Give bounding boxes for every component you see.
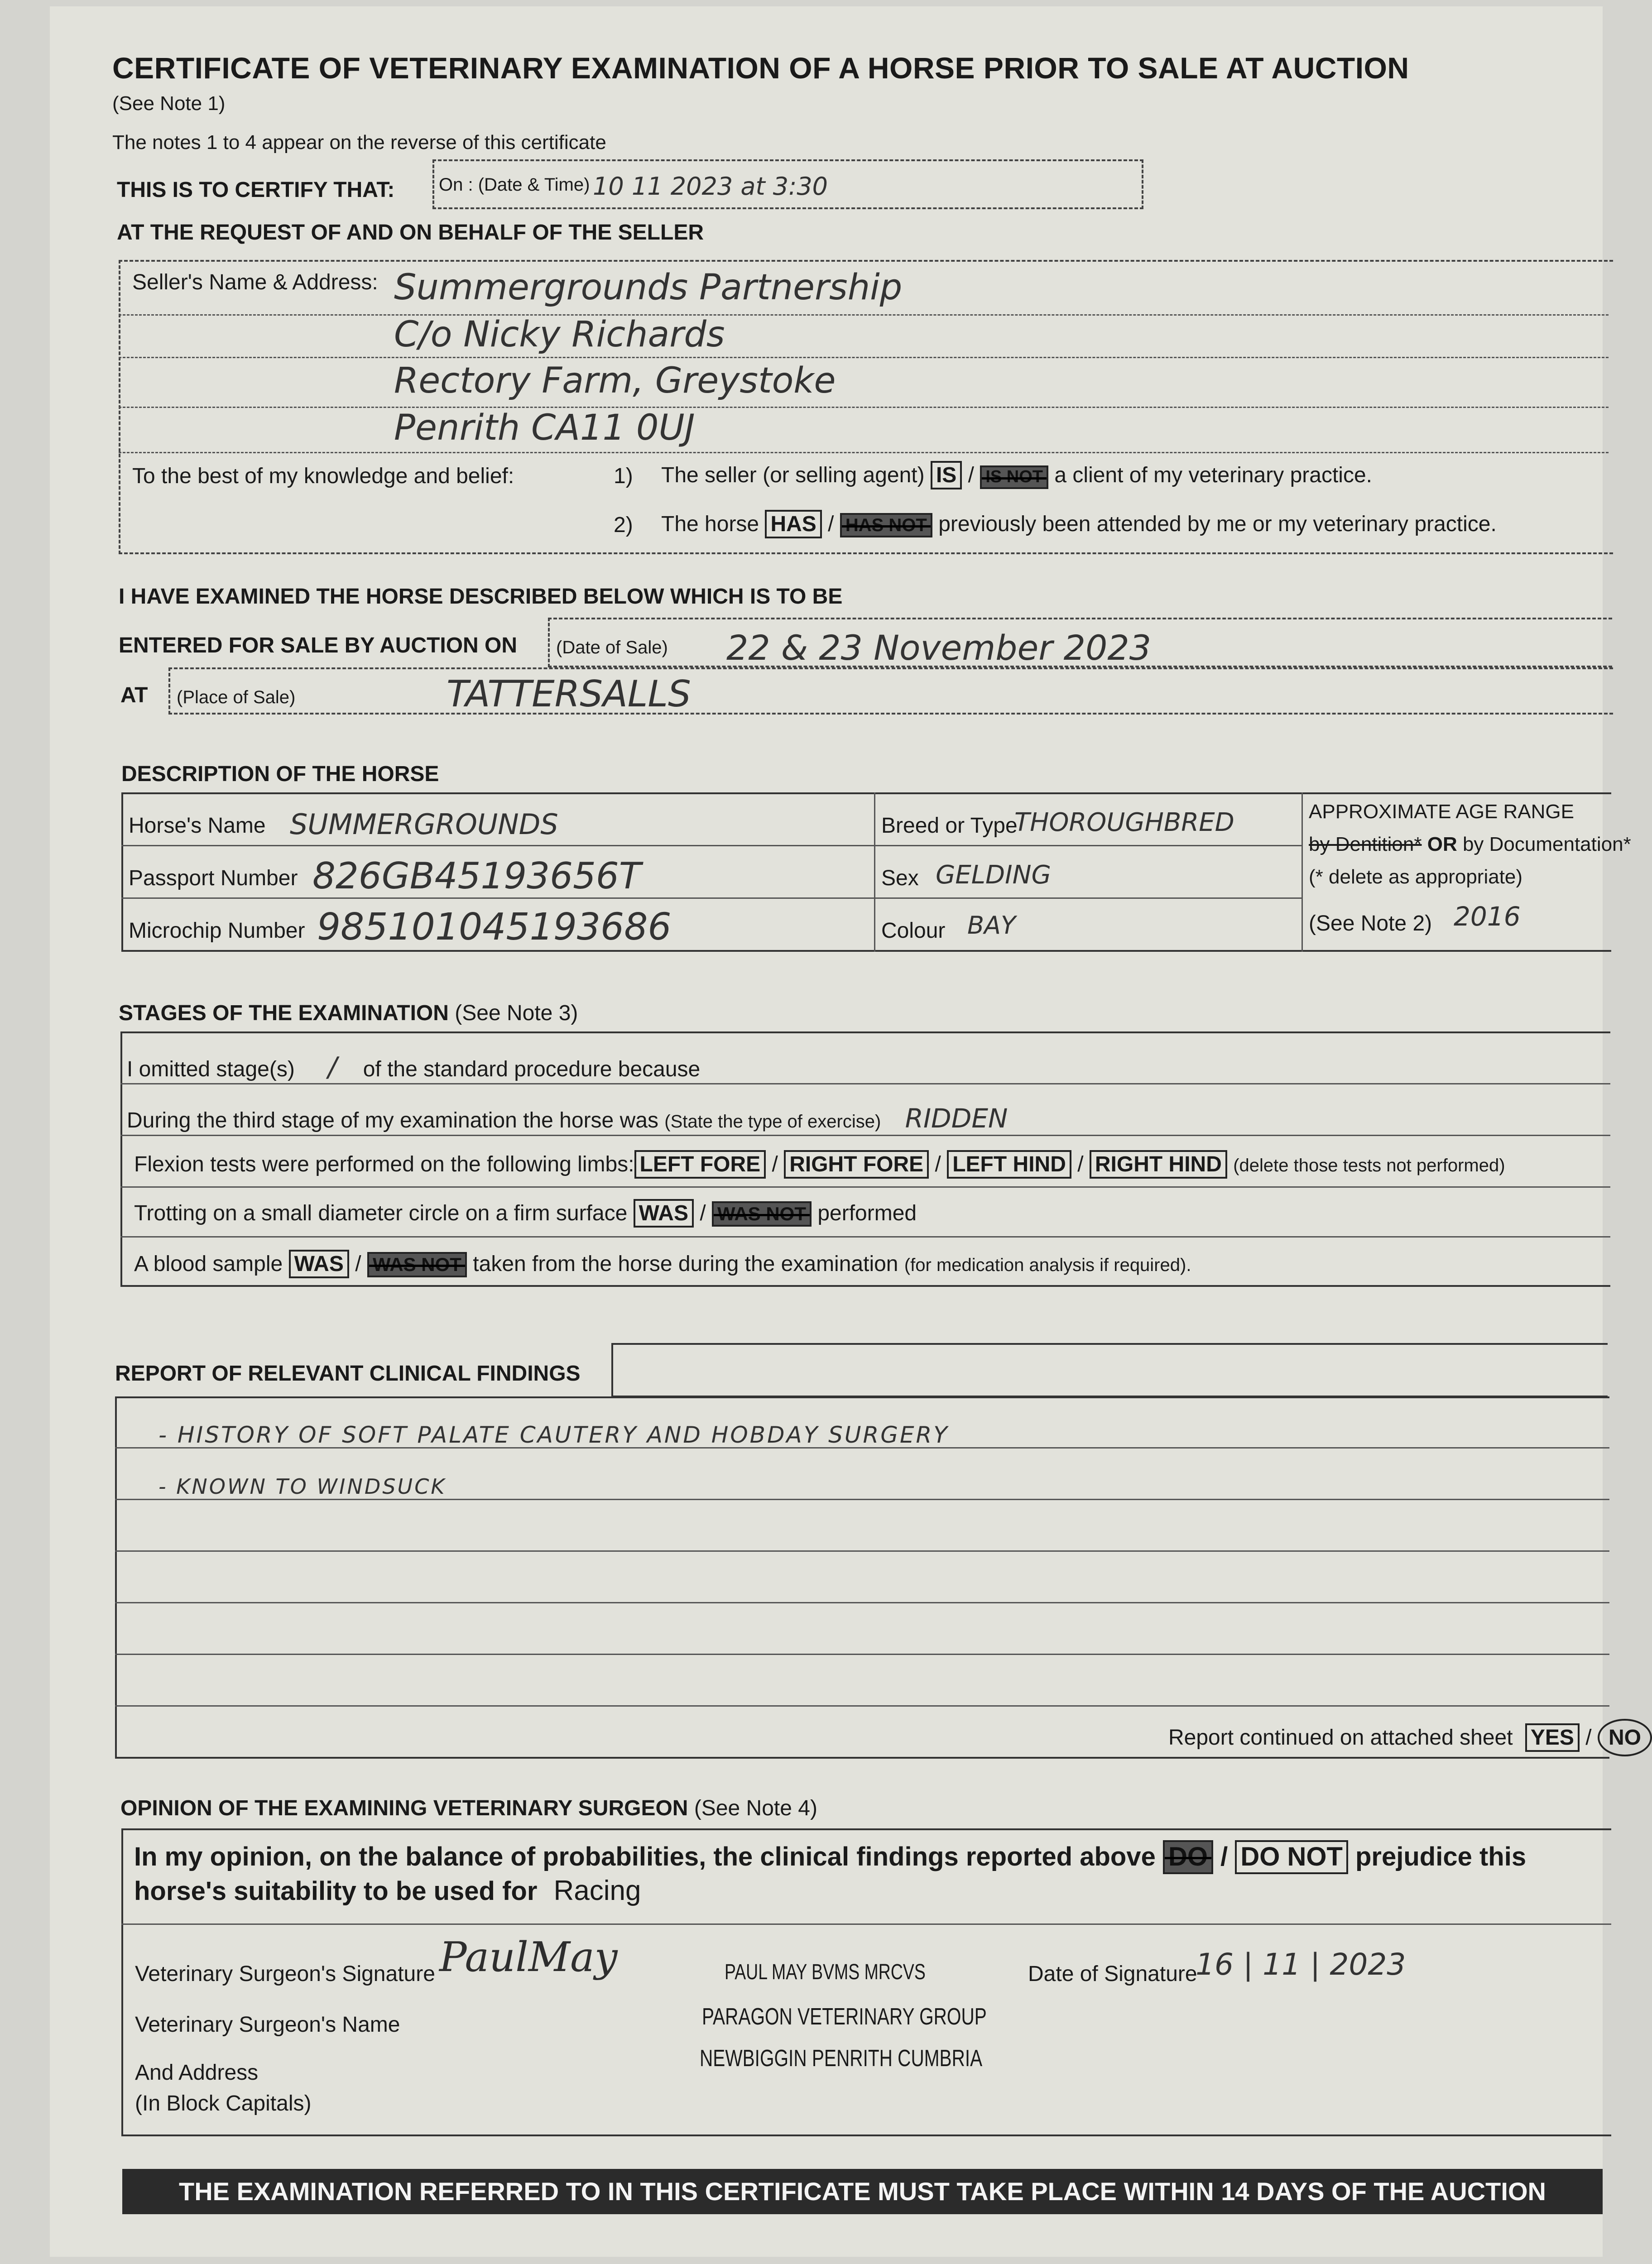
third-stage-row: [127, 1103, 1008, 1134]
opinion-use-label: horse's suitability to be used for: [134, 1876, 538, 1906]
stages-heading: [119, 1001, 578, 1026]
slash: /: [828, 512, 834, 536]
do-option-struck[interactable]: DO: [1163, 1840, 1213, 1874]
stages-title: STAGES OF THE EXAMINATION: [119, 1001, 449, 1025]
slash: /: [968, 463, 974, 487]
slash: /: [935, 1152, 941, 1176]
report-continued-no-circled[interactable]: NO: [1598, 1719, 1652, 1756]
third-value: RIDDEN: [905, 1103, 1008, 1134]
is-option[interactable]: IS: [931, 461, 962, 489]
footer-banner: THE EXAMINATION REFERRED TO IN THIS CERTIFICATE MUST TAKE PLACE WITHIN 14 DAYS OF THE AUCTION: [122, 2169, 1603, 2214]
horse-name-value: SUMMERGROUNDS: [290, 808, 558, 841]
date-of-signature-value: 16 | 11 | 2023: [1196, 1947, 1406, 1982]
item2-number: 2): [614, 513, 633, 537]
opinion-title: OPINION OF THE EXAMINING VETERINARY SURGEON: [120, 1796, 688, 1820]
entered-heading: ENTERED FOR SALE BY AUCTION ON: [119, 633, 518, 657]
opinion-use-row: [134, 1875, 641, 1907]
age-dentition-struck: by Dentition*: [1309, 833, 1422, 855]
trot-was-option[interactable]: WAS: [634, 1199, 694, 1228]
see-note-1: (See Note 1): [112, 92, 226, 115]
blood-was-option[interactable]: WAS: [289, 1250, 349, 1278]
report-continued-row: [1168, 1719, 1652, 1756]
age-documentation: by Documentation*: [1462, 833, 1631, 855]
age-delete-note: (* delete as appropriate): [1309, 866, 1523, 888]
microchip-label: Microchip Number: [129, 919, 305, 943]
date-of-sale-value: 22 & 23 November 2023: [726, 628, 1152, 668]
age-see-note: (See Note 2): [1309, 911, 1432, 935]
opinion-text-pre: In my opinion, on the balance of probabilities, the clinical findings reported above: [134, 1842, 1156, 1871]
stages-note: (See Note 3): [455, 1001, 578, 1025]
on-label: On : (Date & Time): [439, 175, 590, 195]
certify-heading: THIS IS TO CERTIFY THAT:: [117, 178, 395, 202]
date-of-sale-label: (Date of Sale): [556, 638, 668, 657]
omitted-post: of the standard procedure because: [363, 1057, 701, 1081]
report-continued-yes[interactable]: YES: [1525, 1723, 1580, 1752]
passport-value: 826GB45193656T: [312, 855, 641, 897]
passport-label: Passport Number: [129, 866, 298, 890]
place-of-sale-field[interactable]: [168, 667, 1613, 715]
certificate-title: CERTIFICATE OF VETERINARY EXAMINATION OF A HORSE PRIOR TO SALE AT AUCTION: [112, 51, 1409, 85]
has-option[interactable]: HAS: [765, 510, 821, 538]
blood-pre: A blood sample: [134, 1252, 283, 1276]
opinion-heading: [120, 1796, 817, 1821]
on-value: 10 11 2023 at 3:30: [593, 172, 828, 201]
place-of-sale-label: (Place of Sale): [177, 687, 296, 707]
notes-line: The notes 1 to 4 appear on the reverse of this certificate: [112, 131, 606, 153]
colour-value: BAY: [967, 911, 1016, 940]
horse-name-label: Horse's Name: [129, 814, 266, 838]
item1-number: 1): [614, 464, 633, 488]
sex-value: GELDING: [936, 860, 1051, 890]
report-continued-label: Report continued on attached sheet: [1168, 1726, 1513, 1750]
flexion-post: (delete those tests not performed): [1233, 1156, 1505, 1175]
do-not-option[interactable]: DO NOT: [1235, 1840, 1348, 1874]
seller-name: Summergrounds Partnership: [394, 267, 903, 308]
slash: /: [700, 1201, 706, 1225]
omitted-row: [127, 1051, 700, 1083]
signature-value: PaulMay: [439, 1933, 618, 1981]
opinion-statement: [134, 1840, 1526, 1874]
flexion-row: [134, 1150, 1505, 1179]
flexion-left-fore[interactable]: LEFT FORE: [634, 1150, 766, 1179]
vet-stamp-line-3: NEWBIGGIN PENRITH CUMBRIA: [700, 2045, 983, 2072]
slash: /: [1585, 1726, 1592, 1750]
item1-pre: The seller (or selling agent): [661, 463, 925, 487]
slash: /: [1220, 1842, 1228, 1871]
seller-address-3: Penrith CA11 0UJ: [394, 408, 695, 448]
age-heading: APPROXIMATE AGE RANGE: [1309, 801, 1574, 823]
seller-address-2: Rectory Farm, Greystoke: [394, 360, 836, 401]
report-line-1: - HISTORY OF SOFT PALATE CAUTERY AND HOBDAY SURGERY: [158, 1422, 949, 1448]
trot-was-not-option-struck[interactable]: WAS NOT: [712, 1201, 812, 1227]
date-of-sale-field[interactable]: [548, 618, 1612, 667]
omitted-value: /: [328, 1051, 337, 1083]
slash: /: [1077, 1152, 1084, 1176]
breed-label: Breed or Type: [881, 814, 1018, 838]
microchip-value: 985101045193686: [317, 906, 672, 949]
breed-value: THOROUGHBRED: [1014, 808, 1234, 837]
slash: /: [355, 1252, 361, 1276]
third-note: (State the type of exercise): [664, 1112, 881, 1132]
slash: /: [772, 1152, 778, 1176]
horse-attended-statement: [661, 510, 1497, 538]
blood-was-not-option-struck[interactable]: WAS NOT: [367, 1252, 467, 1277]
omitted-pre: I omitted stage(s): [127, 1057, 295, 1081]
opinion-text-post: prejudice this: [1355, 1842, 1527, 1871]
trotting-row: [134, 1199, 917, 1228]
report-box[interactable]: [115, 1396, 1609, 1759]
date-of-signature-label: Date of Signature: [1028, 1962, 1197, 1986]
age-method: [1309, 833, 1631, 856]
place-of-sale-value: TATTERSALLS: [447, 673, 691, 715]
blood-post: taken from the horse during the examination: [473, 1252, 898, 1276]
signature-label: Veterinary Surgeon's Signature: [135, 1962, 435, 1986]
report-header-box: [611, 1343, 1608, 1397]
third-pre: During the third stage of my examination the horse was: [127, 1108, 658, 1132]
report-heading: REPORT OF RELEVANT CLINICAL FINDINGS: [115, 1362, 581, 1386]
seller-label: Seller's Name & Address:: [132, 270, 378, 294]
block-capitals-label: (In Block Capitals): [135, 2091, 312, 2115]
item1-post: a client of my veterinary practice.: [1054, 463, 1372, 487]
examined-heading: I HAVE EXAMINED THE HORSE DESCRIBED BELOW WHICH IS TO BE: [119, 585, 843, 609]
colour-label: Colour: [881, 919, 946, 943]
age-or: OR: [1427, 833, 1457, 855]
flexion-right-fore[interactable]: RIGHT FORE: [784, 1150, 929, 1179]
vet-name-label: Veterinary Surgeon's Name: [135, 2013, 400, 2037]
vet-stamp-line-2: PARAGON VETERINARY GROUP: [702, 2004, 987, 2030]
opinion-note: (See Note 4): [694, 1796, 817, 1820]
request-heading: AT THE REQUEST OF AND ON BEHALF OF THE SELLER: [117, 221, 704, 245]
blood-note: (for medication analysis if required).: [904, 1255, 1191, 1275]
knowledge-label: To the best of my knowledge and belief:: [132, 464, 514, 488]
vet-stamp-line-1: PAUL MAY BVMS MRCVS: [725, 1960, 926, 1984]
is-not-option-struck[interactable]: IS NOT: [980, 465, 1048, 489]
opinion-use-value: Racing: [553, 1875, 641, 1906]
item2-post: previously been attended by me or my veterinary practice.: [938, 512, 1497, 536]
trot-pre: Trotting on a small diameter circle on a firm surface: [134, 1201, 628, 1225]
vet-address-label: And Address: [135, 2061, 259, 2085]
description-heading: DESCRIPTION OF THE HORSE: [121, 762, 439, 786]
report-line-2: - KNOWN TO WINDSUCK: [158, 1474, 447, 1499]
age-value: 2016: [1454, 901, 1521, 932]
seller-client-statement: [661, 461, 1372, 489]
item2-pre: The horse: [661, 512, 759, 536]
flexion-left-hind[interactable]: LEFT HIND: [947, 1150, 1071, 1179]
blood-row: [134, 1250, 1191, 1278]
trot-post: performed: [817, 1201, 917, 1225]
flexion-pre: Flexion tests were performed on the following limbs:: [134, 1152, 634, 1176]
flexion-right-hind[interactable]: RIGHT HIND: [1090, 1150, 1227, 1179]
at-label: AT: [120, 683, 148, 707]
sex-label: Sex: [881, 866, 919, 890]
has-not-option-struck[interactable]: HAS NOT: [840, 513, 932, 537]
seller-address-1: C/o Nicky Richards: [394, 314, 725, 355]
examination-datetime-field[interactable]: [432, 159, 1143, 209]
